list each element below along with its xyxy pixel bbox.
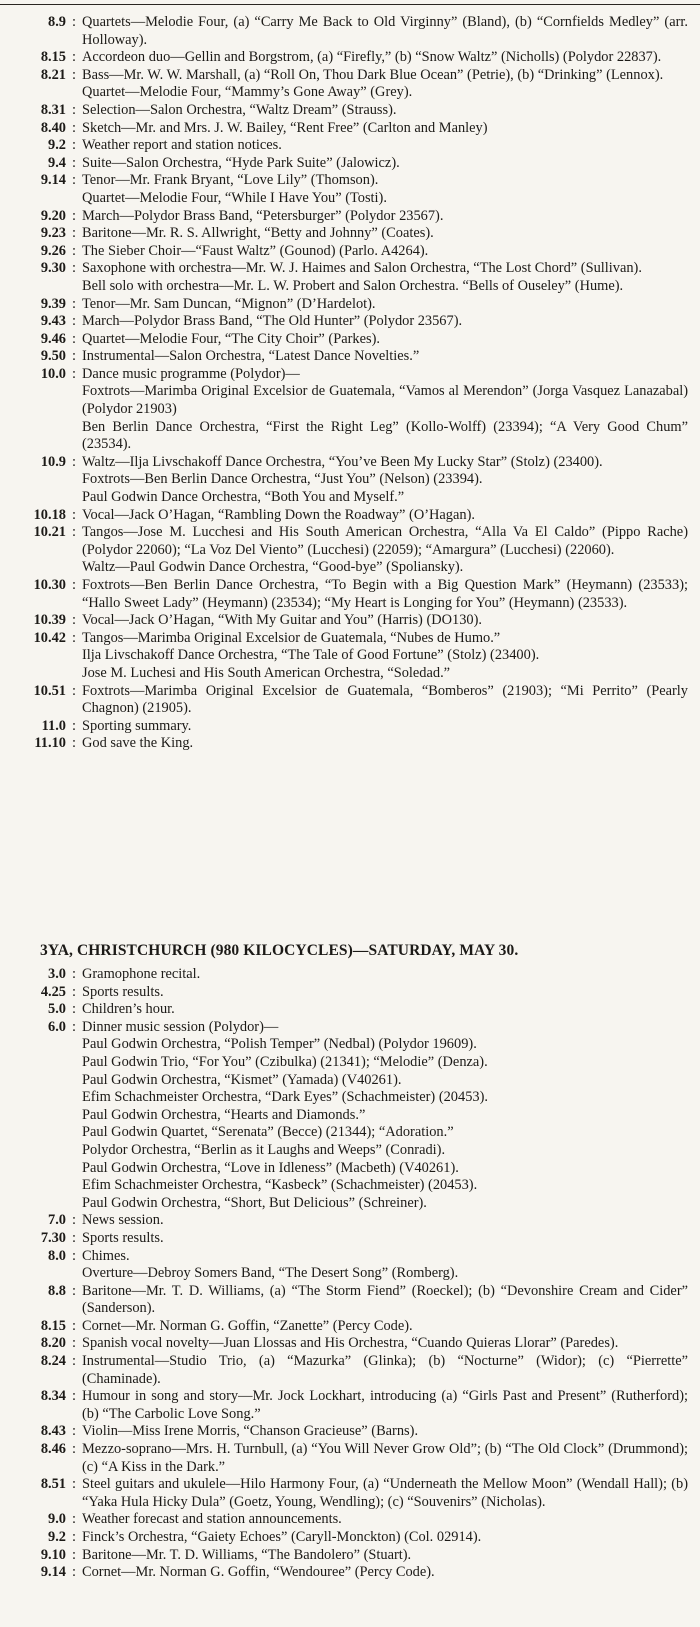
item-text: Steel guitars and ukulele—Hilo Harmony Four, (a) “Underneath the Mellow Moon” (Wendall Hall); (b) “Yaka Hula Hicky Dula” (Goetz, Young, Wendling); (c) “Souvenirs” (Nicholas). bbox=[82, 1476, 688, 1510]
item-text: Accordeon duo—Gellin and Borgstrom, (a) “Firefly,” (b) “Snow Waltz” (Nicholls) (Polydor 22837). bbox=[82, 49, 662, 66]
item-time: 7.30 bbox=[40, 1229, 66, 1246]
time-separator: : bbox=[72, 453, 76, 470]
item-text: Tenor—Mr. Sam Duncan, “Mignon” (D’Hardelot). bbox=[82, 295, 376, 312]
item-text: Sports results. bbox=[82, 983, 164, 1000]
programme-item bbox=[0, 454, 700, 507]
item-text: Bass—Mr. W. W. Marshall, (a) “Roll On, Thou Dark Blue Ocean” (Petrie), (b) “Drinking” (Lennox). Quartet—Melodie Four, “Mammy’s Gone Away” (Grey). bbox=[82, 66, 664, 101]
time-separator: : bbox=[72, 735, 76, 752]
item-text: The Sieber Choir—“Faust Waltz” (Gounod) (Parlo. A4264). bbox=[82, 242, 429, 259]
item-time: 7.0 bbox=[48, 1212, 66, 1229]
time-separator: : bbox=[72, 295, 76, 312]
programme-item bbox=[0, 507, 700, 525]
item-text: Tangos—Jose M. Lucchesi and His South American Orchestra, “Alla Va El Caldo” (Pippo Rache) (Polydor 22060); “La Voz Del Viento” (Lucchesi) (22059); “Amargura” (Lucchesi) (22060). Waltz—Paul Godwin Dance Orchestra, “Good-bye” (Spoliansky). bbox=[82, 524, 688, 576]
item-text: Chimes. Overture—Debroy Somers Band, “The Desert Song” (Romberg). bbox=[82, 1247, 459, 1282]
item-time: 9.39 bbox=[40, 295, 66, 312]
item-time: 10.18 bbox=[33, 506, 66, 523]
item-text: Tangos—Marimba Original Excelsior de Guatemala, “Nubes de Humo.” Ilja Livschakoff Dance Orchestra, “The Tale of Good Fortune” (Stolz) (23400). Jose M. Luchesi and His South American Orchestra, “Soledad.” bbox=[82, 629, 540, 681]
programme-item bbox=[0, 1212, 700, 1230]
programme-continuation bbox=[0, 14, 700, 753]
programme-item bbox=[0, 1001, 700, 1019]
item-time: 9.50 bbox=[40, 348, 66, 365]
programme-item bbox=[0, 1230, 700, 1248]
time-separator: : bbox=[72, 154, 76, 171]
programme-item bbox=[0, 260, 700, 295]
item-text: Instrumental—Studio Trio, (a) “Mazurka” (Glinka); (b) “Nocturne” (Widor); (c) “Pierrette” (Chaminade). bbox=[82, 1353, 688, 1387]
programme-item bbox=[0, 1318, 700, 1336]
item-time: 10.51 bbox=[33, 682, 66, 699]
item-text: Cornet—Mr. Norman G. Goffin, “Zanette” (Percy Code). bbox=[82, 1317, 413, 1334]
programme-item bbox=[0, 120, 700, 138]
item-time: 9.10 bbox=[40, 1546, 66, 1563]
programme-item bbox=[0, 155, 700, 173]
item-text: Saxophone with orchestra—Mr. W. J. Haimes and Salon Orchestra, “The Lost Chord” (Sullivan). Bell solo with orchestra—Mr. L. W. Probert and Salon Orchestra. “Bells of Ouseley” (Hume). bbox=[82, 260, 642, 294]
programme-item bbox=[0, 348, 700, 366]
item-text: Foxtrots—Ben Berlin Dance Orchestra, “To Begin with a Big Question Mark” (Heymann) (23533); “Hallo Sweet Lady” (Heymann) (23534); “My Heart is Longing for You” (Heymann) (23533). bbox=[82, 577, 688, 611]
item-time: 8.34 bbox=[40, 1388, 66, 1405]
programme-item bbox=[0, 137, 700, 155]
time-separator: : bbox=[72, 1229, 76, 1246]
time-separator: : bbox=[72, 242, 76, 259]
item-text: Sketch—Mr. and Mrs. J. W. Bailey, “Rent Free” (Carlton and Manley) bbox=[82, 119, 488, 136]
time-separator: : bbox=[72, 1423, 76, 1440]
item-text: Children’s hour. bbox=[82, 1001, 175, 1018]
programme-item bbox=[0, 102, 700, 120]
time-separator: : bbox=[72, 207, 76, 224]
time-separator: : bbox=[72, 524, 76, 541]
item-time: 8.0 bbox=[48, 1247, 66, 1264]
time-separator: : bbox=[72, 966, 76, 982]
item-time: 9.26 bbox=[40, 242, 66, 259]
item-text: Dance music programme (Polydor)— Foxtrots—Marimba Original Excelsior de Guatemala, “Vamos al Merendon” (Jorga Vasquez Lanazabal) (Polydor 21903) Ben Berlin Dance Orchestra, “First the Right Leg” (Kollo-Wolff) (23394); “A Very Good Chum” (23534). bbox=[82, 365, 688, 453]
programme-item bbox=[0, 1511, 700, 1529]
time-separator: : bbox=[72, 365, 76, 382]
item-time: 9.46 bbox=[40, 330, 66, 347]
item-time: 10.0 bbox=[40, 365, 66, 382]
time-separator: : bbox=[72, 983, 76, 1000]
item-text: Humour in song and story—Mr. Jock Lockhart, introducing (a) “Girls Past and Present” (Rutherford); (b) “The Carbolic Love Song.” bbox=[82, 1388, 688, 1422]
time-separator: : bbox=[72, 506, 76, 523]
programme-item bbox=[0, 1476, 700, 1511]
programme-3ya bbox=[0, 966, 700, 1582]
item-text: Spanish vocal novelty—Juan Llossas and His Orchestra, “Cuando Quieras Llorar” (Paredes). bbox=[82, 1335, 619, 1352]
time-separator: : bbox=[72, 101, 76, 118]
time-separator: : bbox=[72, 577, 76, 593]
programme-item bbox=[0, 630, 700, 683]
time-separator: : bbox=[72, 14, 76, 30]
time-separator: : bbox=[72, 1353, 76, 1370]
item-time: 9.23 bbox=[40, 225, 66, 242]
programme-item bbox=[0, 296, 700, 314]
item-text: Selection—Salon Orchestra, “Waltz Dream” (Strauss). bbox=[82, 101, 397, 118]
item-text: March—Polydor Brass Band, “The Old Hunter” (Polydor 23567). bbox=[82, 313, 463, 330]
item-text: Quartet—Melodie Four, “The City Choir” (Parkes). bbox=[82, 330, 380, 347]
programme-item bbox=[0, 612, 700, 630]
item-text: Suite—Salon Orchestra, “Hyde Park Suite” (Jalowicz). bbox=[82, 154, 400, 171]
programme-item bbox=[0, 1335, 700, 1353]
item-time: 8.15 bbox=[40, 1317, 66, 1334]
programme-item bbox=[0, 1248, 700, 1283]
item-time: 10.21 bbox=[33, 524, 66, 541]
item-text: Vocal—Jack O’Hagan, “Rambling Down the Roadway” (O’Hagan). bbox=[82, 506, 475, 523]
programme-item bbox=[0, 1441, 700, 1476]
time-separator: : bbox=[72, 1212, 76, 1229]
time-separator: : bbox=[72, 1018, 76, 1035]
item-time: 11.10 bbox=[34, 735, 66, 752]
item-time: 9.14 bbox=[40, 172, 66, 189]
time-separator: : bbox=[72, 1247, 76, 1264]
programme-item bbox=[0, 735, 700, 753]
time-separator: : bbox=[72, 1546, 76, 1563]
programme-item bbox=[0, 1353, 700, 1388]
programme-item bbox=[0, 331, 700, 349]
time-separator: : bbox=[72, 330, 76, 347]
programme-item bbox=[0, 225, 700, 243]
item-text: Instrumental—Salon Orchestra, “Latest Dance Novelties.” bbox=[82, 348, 420, 365]
time-separator: : bbox=[72, 225, 76, 242]
item-time: 10.39 bbox=[33, 612, 66, 629]
time-separator: : bbox=[72, 612, 76, 629]
item-text: Waltz—Ilja Livschakoff Dance Orchestra, “You’ve Been My Lucky Star” (Stolz) (23400). Foxtrots—Ben Berlin Dance Orchestra, “Just You” (Nelson) (23394). Paul Godwin Dance Orchestra, “Both You and Myself.” bbox=[82, 453, 603, 506]
time-separator: : bbox=[72, 66, 76, 83]
item-text: God save the King. bbox=[82, 735, 194, 752]
item-time: 4.25 bbox=[40, 983, 66, 1000]
item-time: 11.0 bbox=[41, 717, 66, 734]
time-separator: : bbox=[72, 137, 76, 154]
time-separator: : bbox=[72, 49, 76, 66]
time-separator: : bbox=[72, 629, 76, 646]
programme-item bbox=[0, 966, 700, 984]
top-rule bbox=[0, 4, 700, 5]
time-separator: : bbox=[72, 260, 76, 277]
station-heading: 3YA, CHRISTCHURCH (980 KILOCYCLES)—SATURDAY, MAY 30. bbox=[40, 942, 519, 959]
item-time: 8.31 bbox=[40, 101, 66, 118]
time-separator: : bbox=[72, 1529, 76, 1545]
item-time: 8.43 bbox=[40, 1423, 66, 1440]
programme-item bbox=[0, 14, 700, 49]
time-separator: : bbox=[72, 313, 76, 330]
time-separator: : bbox=[72, 682, 76, 699]
programme-item bbox=[0, 49, 700, 67]
item-text: Gramophone recital. bbox=[82, 966, 201, 982]
item-time: 9.2 bbox=[48, 1529, 66, 1545]
item-time: 9.0 bbox=[48, 1511, 66, 1528]
item-text: Weather report and station notices. bbox=[82, 137, 282, 154]
time-separator: : bbox=[72, 1335, 76, 1352]
item-time: 3.0 bbox=[48, 966, 66, 982]
programme-item bbox=[0, 1019, 700, 1213]
item-time: 10.30 bbox=[33, 577, 66, 593]
item-text: Mezzo-soprano—Mrs. H. Turnbull, (a) “You Will Never Grow Old”; (b) “The Old Clock” (Drummond); (c) “A Kiss in the Dark.” bbox=[82, 1441, 688, 1475]
programme-item bbox=[0, 208, 700, 226]
item-time: 8.15 bbox=[40, 49, 66, 66]
programme-item bbox=[0, 172, 700, 207]
time-separator: : bbox=[72, 1001, 76, 1018]
time-separator: : bbox=[72, 1388, 76, 1405]
item-time: 8.51 bbox=[40, 1476, 66, 1493]
item-time: 6.0 bbox=[48, 1018, 66, 1035]
item-text: Weather forecast and station announcements. bbox=[82, 1511, 342, 1528]
item-text: Violin—Miss Irene Morris, “Chanson Gracieuse” (Barns). bbox=[82, 1423, 419, 1440]
item-time: 9.14 bbox=[40, 1564, 66, 1581]
item-time: 10.9 bbox=[40, 453, 66, 470]
programme-item bbox=[0, 1423, 700, 1441]
time-separator: : bbox=[72, 1476, 76, 1493]
time-separator: : bbox=[72, 1317, 76, 1334]
item-time: 8.40 bbox=[40, 119, 66, 136]
programme-item bbox=[0, 1283, 700, 1318]
programme-item bbox=[0, 243, 700, 261]
item-text: Quartets—Melodie Four, (a) “Carry Me Back to Old Virginny” (Bland), (b) “Cornfields Medley” (arr. Holloway). bbox=[82, 14, 688, 48]
item-text: Baritone—Mr. T. D. Williams, “The Bandolero” (Stuart). bbox=[82, 1546, 412, 1563]
time-separator: : bbox=[72, 1564, 76, 1581]
item-time: 8.46 bbox=[40, 1441, 66, 1458]
programme-item bbox=[0, 683, 700, 718]
item-time: 8.9 bbox=[48, 14, 66, 30]
item-text: March—Polydor Brass Band, “Petersburger” (Polydor 23567). bbox=[82, 207, 444, 224]
item-text: Baritone—Mr. T. D. Williams, (a) “The Storm Fiend” (Roeckel); (b) “Devonshire Cream and Cider” (Sanderson). bbox=[82, 1282, 688, 1317]
time-separator: : bbox=[72, 172, 76, 189]
item-time: 9.43 bbox=[40, 313, 66, 330]
item-text: Foxtrots—Marimba Original Excelsior de Guatemala, “Bomberos” (21903); “Mi Perrito” (Pearly Chagnon) (21905). bbox=[82, 682, 688, 717]
item-time: 5.0 bbox=[48, 1001, 66, 1018]
item-text: Baritone—Mr. R. S. Allwright, “Betty and Johnny” (Coates). bbox=[82, 225, 434, 242]
programme-item bbox=[0, 984, 700, 1002]
item-text: Sports results. bbox=[82, 1229, 164, 1246]
item-text: Cornet—Mr. Norman G. Goffin, “Wendouree” (Percy Code). bbox=[82, 1564, 435, 1581]
item-text: Finck’s Orchestra, “Gaiety Echoes” (Caryll-Monckton) (Col. 02914). bbox=[82, 1529, 482, 1545]
item-time: 10.42 bbox=[33, 629, 66, 646]
item-time: 8.8 bbox=[48, 1282, 66, 1299]
time-separator: : bbox=[72, 717, 76, 734]
time-separator: : bbox=[72, 348, 76, 365]
programme-item bbox=[0, 577, 700, 612]
item-time: 9.20 bbox=[40, 207, 66, 224]
time-separator: : bbox=[72, 1511, 76, 1528]
programme-item bbox=[0, 524, 700, 577]
programme-item bbox=[0, 1564, 700, 1582]
time-separator: : bbox=[72, 1282, 76, 1299]
programme-item bbox=[0, 313, 700, 331]
programme-item bbox=[0, 1388, 700, 1423]
item-time: 9.2 bbox=[48, 137, 66, 154]
programme-item bbox=[0, 1529, 700, 1547]
item-time: 9.4 bbox=[48, 154, 66, 171]
item-text: Vocal—Jack O’Hagan, “With My Guitar and You” (Harris) (DO130). bbox=[82, 612, 482, 629]
programme-item bbox=[0, 1547, 700, 1565]
time-separator: : bbox=[72, 1441, 76, 1458]
programme-item bbox=[0, 718, 700, 736]
programme-item bbox=[0, 67, 700, 102]
item-text: Tenor—Mr. Frank Bryant, “Love Lily” (Thomson). Quartet—Melodie Four, “While I Have You” (Tosti). bbox=[82, 172, 387, 206]
item-text: Sporting summary. bbox=[82, 717, 192, 734]
item-text: News session. bbox=[82, 1212, 164, 1229]
programme-item bbox=[0, 366, 700, 454]
item-time: 9.30 bbox=[40, 260, 66, 277]
item-time: 8.20 bbox=[40, 1335, 66, 1352]
time-separator: : bbox=[72, 119, 76, 136]
item-text: Dinner music session (Polydor)— Paul Godwin Orchestra, “Polish Temper” (Nedbal) (Polydor 19609). Paul Godwin Trio, “For You” (Czibulka) (21341); “Melodie” (Denza). Paul Godwin Orchestra, “Kismet” (Yamada) (V40261). Efim Schachmeister Orchestra, “Dark Eyes” (Schachmeister) (20453). Paul Godwin Orchestra, “Hearts and Diamonds.” Paul Godwin Quartet, “Serenata” (Becce) (21344); “Adoration.” Polydor Orchestra, “Berlin as it Laughs and Weeps” (Conradi). Paul Godwin Orchestra, “Love in Idleness” (Macbeth) (V40261). Efim Schachmeister Orchestra, “Kasbeck” (Schachmeister) (20453). Paul Godwin Orchestra, “Short, But Delicious” (Schreiner). bbox=[82, 1018, 488, 1211]
item-time: 8.21 bbox=[40, 66, 66, 83]
item-time: 8.24 bbox=[40, 1353, 66, 1370]
